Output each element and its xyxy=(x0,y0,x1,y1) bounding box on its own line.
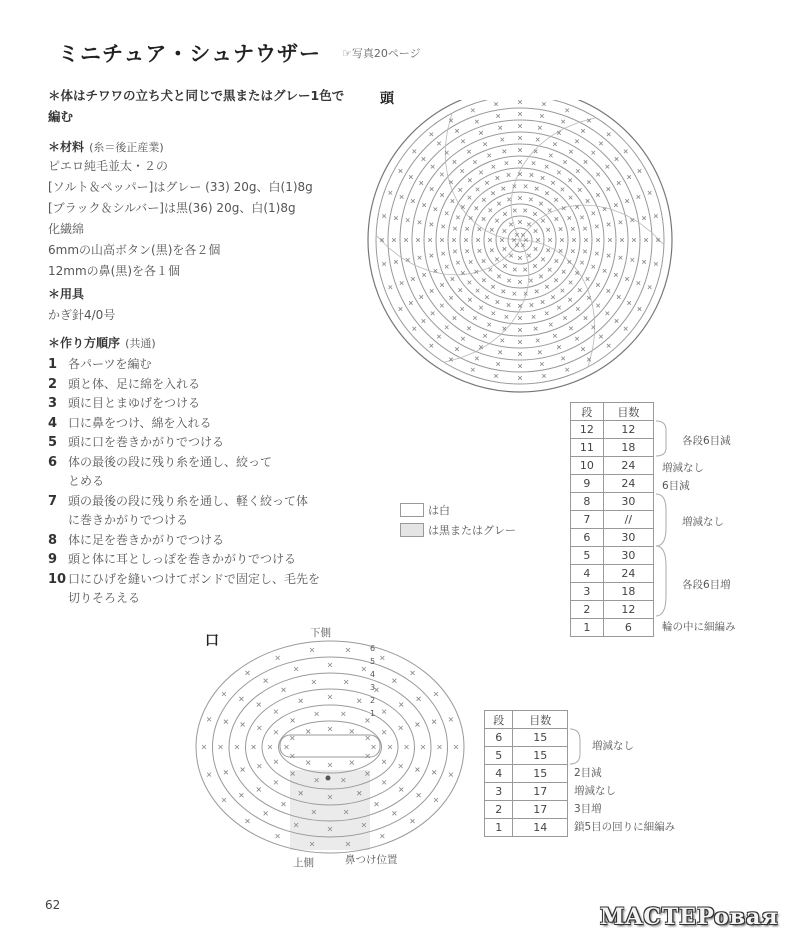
row-number: 4 xyxy=(571,565,604,583)
stitch-count: 24 xyxy=(603,457,653,475)
steps-heading-row xyxy=(48,331,368,354)
table-row xyxy=(571,547,654,565)
table-row xyxy=(571,475,654,493)
row-number: 10 xyxy=(571,457,604,475)
table-row xyxy=(571,511,654,529)
step-number: 9 xyxy=(48,552,58,567)
head-table-brackets xyxy=(654,420,678,636)
row-number: 6 xyxy=(571,529,604,547)
table-row xyxy=(485,801,568,819)
step-item xyxy=(48,394,368,414)
materials-heading: ＊材料 xyxy=(48,140,85,154)
table-row xyxy=(571,439,654,457)
table-header: 目数 xyxy=(603,403,653,421)
stitch-count: 30 xyxy=(603,493,653,511)
step-text: 体に足を巻きかがりでつける xyxy=(68,532,225,547)
mouth-top-label: 上側 xyxy=(293,857,314,869)
step-number: 8 xyxy=(48,532,58,548)
mouth-note: 3目増 xyxy=(574,803,602,815)
photo-reference: ☞写真20ページ xyxy=(342,47,421,60)
materials-heading-sub: (糸＝後正産業) xyxy=(89,141,164,154)
row-number: 1 xyxy=(571,619,604,637)
table-row xyxy=(485,747,568,765)
step-text: 各パーツを編む xyxy=(68,357,152,371)
step-text: 頭に口を巻きかがりでつける xyxy=(68,435,225,449)
step-item xyxy=(48,433,368,453)
step-item xyxy=(48,355,368,375)
head-note: 輪の中に細編み xyxy=(662,621,736,633)
page-title: ミニチュア・シュナウザー xyxy=(58,42,321,66)
table-header: 目数 xyxy=(513,711,568,729)
mouth-note: 増減なし xyxy=(592,740,634,752)
mouth-chart-label: 口 xyxy=(205,633,219,649)
mouth-note: 2目減 xyxy=(574,767,602,779)
stitch-count: 30 xyxy=(603,529,653,547)
row-number: 4 xyxy=(485,765,513,783)
row-number: 12 xyxy=(571,421,604,439)
stitch-count: 12 xyxy=(603,601,653,619)
table-header: 段 xyxy=(571,403,604,421)
stitch-count: 6 xyxy=(603,619,653,637)
materials-line: ピエロ純毛並太・２の xyxy=(48,159,169,173)
legend-label: は白 xyxy=(428,504,450,517)
mouth-round-marks xyxy=(370,644,390,722)
steps-heading: ＊作り方順序 xyxy=(48,336,121,350)
step-item xyxy=(48,414,368,434)
materials-line: [ソルト＆ペッパー]はグレー (33) 20g、白(1)8g xyxy=(48,180,313,194)
head-round-ring xyxy=(376,100,664,384)
tools-section xyxy=(48,284,368,326)
step-text: 口に鼻をつけ、綿を入れる xyxy=(68,415,212,430)
table-row xyxy=(571,457,654,475)
row-number: 3 xyxy=(571,583,604,601)
row-number: 2 xyxy=(571,601,604,619)
nose-position-label: 鼻つけ位置 xyxy=(345,854,398,866)
round-mark: 1 xyxy=(370,709,376,718)
stitch-count: 18 xyxy=(603,439,653,457)
row-number: 11 xyxy=(571,439,604,457)
steps-list xyxy=(48,355,368,609)
step-number: 3 xyxy=(48,396,58,411)
head-note: 各段6目増 xyxy=(682,579,731,591)
row-number: 1 xyxy=(485,819,513,837)
head-increase-line xyxy=(445,113,520,240)
step-number: 2 xyxy=(48,376,58,392)
stitch-count: 24 xyxy=(603,475,653,493)
color-swatch xyxy=(400,523,424,537)
head-increase-line xyxy=(444,240,529,362)
step-text: 口にひげを縫いつけてボンドで固定し、毛先を切りそろえる xyxy=(68,571,321,605)
table-row xyxy=(571,601,654,619)
round-mark: 5 xyxy=(370,657,376,666)
step-item xyxy=(48,453,278,492)
row-number: 8 xyxy=(571,493,604,511)
materials-section xyxy=(48,135,368,282)
stitch-count: 30 xyxy=(603,547,653,565)
head-stitch-table xyxy=(570,402,654,637)
mouth-chain-center xyxy=(280,735,380,757)
step-item xyxy=(48,570,328,609)
round-mark: 2 xyxy=(370,696,376,705)
table-row xyxy=(485,729,568,747)
row-number: 3 xyxy=(485,783,513,801)
head-note: 6目減 xyxy=(662,480,690,492)
row-number: 9 xyxy=(571,475,604,493)
mouth-grey-area xyxy=(290,770,370,850)
mouth-note: 増減なし xyxy=(574,785,616,797)
row-number: 5 xyxy=(571,547,604,565)
step-number: 7 xyxy=(48,493,58,509)
stitch-count: 17 xyxy=(513,783,568,801)
table-row xyxy=(571,529,654,547)
page-number: 62 xyxy=(45,898,61,912)
tools-line: かぎ針4/0号 xyxy=(48,308,116,322)
row-number: 6 xyxy=(485,729,513,747)
step-text: 頭と体に耳としっぽを巻きかがりでつける xyxy=(68,552,297,566)
step-item xyxy=(48,375,368,395)
materials-line: [ブラック＆シルバー]は黒(36) 20g、白(1)8g xyxy=(48,201,296,215)
nose-marker xyxy=(326,776,331,781)
mouth-note: 鎖5目の回りに細編み xyxy=(574,821,676,833)
step-number: 6 xyxy=(48,454,58,470)
step-item xyxy=(48,550,368,570)
head-increase-line xyxy=(511,118,596,240)
head-note: 増減なし xyxy=(662,462,704,474)
head-increase-line xyxy=(520,240,595,367)
mouth-bottom-label: 下側 xyxy=(310,627,331,639)
row-number: 5 xyxy=(485,747,513,765)
table-row xyxy=(571,421,654,439)
round-mark: 3 xyxy=(370,683,376,692)
stitch-count: 24 xyxy=(603,565,653,583)
table-header: 段 xyxy=(485,711,513,729)
step-text: 体の最後の段に残り糸を通し、絞ってとめる xyxy=(68,454,273,488)
materials-line: 12mmの鼻(黒)を各１個 xyxy=(48,264,181,278)
stitch-count: 14 xyxy=(513,819,568,837)
stitch-count: 18 xyxy=(603,583,653,601)
mouth-stitch-table xyxy=(484,710,568,837)
tools-heading: ＊用具 xyxy=(48,287,85,301)
legend-label: は黒またはグレー xyxy=(428,524,516,537)
step-text: 頭に目とまゆげをつける xyxy=(68,396,201,410)
steps-heading-sub: (共通) xyxy=(125,337,156,350)
watermark-logo: MACTEPoвая xyxy=(600,904,779,930)
white-swatch xyxy=(400,503,424,517)
round-mark: 6 xyxy=(370,644,376,653)
step-number: 5 xyxy=(48,435,58,450)
table-row xyxy=(485,765,568,783)
head-note: 増減なし xyxy=(682,516,724,528)
table-row xyxy=(571,493,654,511)
stitch-count: 17 xyxy=(513,801,568,819)
stitch-count: // xyxy=(603,511,653,529)
step-text: 頭と体、足に綿を入れる xyxy=(68,376,201,391)
mouth-crochet-chart xyxy=(190,640,470,855)
table-row xyxy=(571,619,654,637)
table-row xyxy=(571,565,654,583)
step-number: 1 xyxy=(48,357,58,372)
stitch-count: 15 xyxy=(513,729,568,747)
head-note: 各段6目減 xyxy=(682,435,731,447)
intro-note: ＊体はチワワの立ち犬と同じで黒またはグレー1色で編む xyxy=(48,88,345,124)
legend-item-color xyxy=(400,520,516,540)
stitch-count: 15 xyxy=(513,747,568,765)
step-number: 4 xyxy=(48,415,58,431)
table-row xyxy=(571,583,654,601)
legend xyxy=(400,500,516,540)
materials-line: 化繊綿 xyxy=(48,222,85,236)
row-number: 7 xyxy=(571,511,604,529)
step-number: 10 xyxy=(48,571,67,587)
step-item xyxy=(48,531,368,551)
materials-line: 6mmの山高ボタン(黒)を各２個 xyxy=(48,243,221,257)
head-crochet-chart xyxy=(355,100,685,410)
row-number: 2 xyxy=(485,801,513,819)
stitch-count: 15 xyxy=(513,765,568,783)
step-text: 頭の最後の段に残り糸を通し、軽く絞って体に巻きかがりでつける xyxy=(68,493,309,527)
step-item xyxy=(48,492,308,531)
table-row xyxy=(485,819,568,837)
legend-item-white xyxy=(400,500,516,520)
table-row xyxy=(485,783,568,801)
head-chart-label: 頭 xyxy=(380,91,394,107)
stitch-count: 12 xyxy=(603,421,653,439)
round-mark: 4 xyxy=(370,670,376,679)
